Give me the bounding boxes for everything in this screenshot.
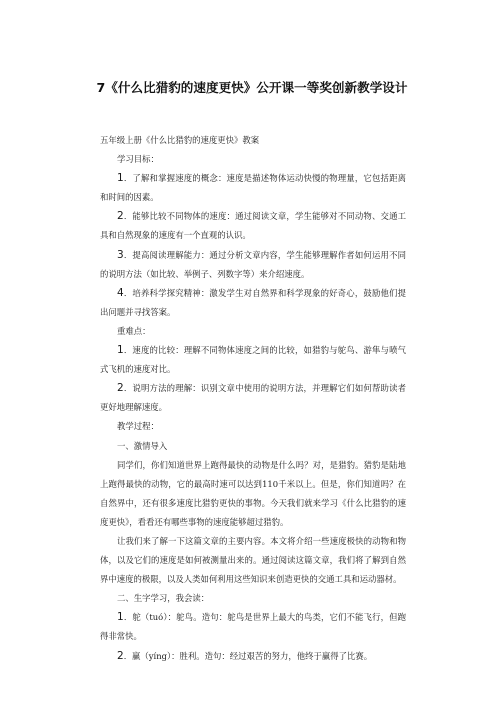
paragraph (100, 322, 406, 341)
document-body (100, 131, 406, 666)
paragraph-text: ．赢（yíng）：胜利。造句：经过艰苦的努力，他终于赢得了比赛。 (123, 650, 373, 661)
paragraph (100, 284, 406, 322)
list-number: 3 (117, 248, 124, 261)
paragraph (100, 589, 406, 608)
list-number: 1 (117, 611, 124, 624)
paragraph-text: ．鸵（tuó）：鸵鸟。造句：鸵鸟是世界上最大的鸟类，它们不能飞行，但跑得非常快。 (100, 612, 406, 642)
list-number: 2 (117, 210, 124, 223)
paragraph-text: 教学过程： (117, 421, 159, 432)
paragraph (100, 379, 406, 417)
paragraph (100, 437, 406, 456)
paragraph-text: ．速度的比较：理解不同物体速度之间的比较，如猎豹与鸵鸟、游隼与喷气式飞机的速度对比。 (100, 345, 406, 375)
paragraph-text: ．提高阅读理解能力：通过分析文章内容，学生能够理解作者如何运用不同的说明方法（如比较、举例子、列数字等）来介绍速度。 (100, 249, 406, 279)
paragraph-text: ．培养科学探究精神：激发学生对自然界和科学现象的好奇心，鼓励他们提出问题并寻找答案。 (100, 287, 406, 317)
paragraph-text: ．能够比较不同物体的速度：通过阅读文章，学生能够对不同动物、交通工具和自然现象的速度有一个直观的认识。 (100, 211, 406, 241)
document-title: 7《什么比猎豹的速度更快》公开课一等奖创新教学设计 (96, 80, 408, 95)
paragraph-text: 二、生字学习，我会读： (117, 593, 210, 604)
paragraph (100, 341, 406, 379)
paragraph (100, 131, 406, 150)
list-number: 1 (117, 172, 124, 185)
list-number: 2 (117, 382, 124, 395)
paragraph-text: 五年级上册《什么比猎豹的速度更快》教案 (100, 135, 260, 145)
paragraph-text: 让我们来了解一下这篇文章的主要内容。本文将介绍一些速度极快的动物和物体，以及它们的速度是如何被测量出来的。通过阅读这篇文章，我们将了解到自然界中速度的极限，以及人类如何利用这些知识来创造更快的交通工具和运动器材。 (100, 535, 406, 585)
list-number: 4 (117, 286, 124, 299)
list-number: 1 (117, 344, 124, 357)
paragraph (100, 456, 406, 532)
paragraph (100, 532, 406, 589)
paragraph (100, 417, 406, 436)
paragraph-text: 同学们，你们知道世界上跑得最快的动物是什么吗？对，是猎豹。猎豹是陆地上跑得最快的动物，它的最高时速可以达到110千米以上。但是，你们知道吗？在自然界中，还有很多速度比猎豹更快的事物。今天我们就来学习《什么比猎豹的速度更快》，看看还有哪些事物的速度能够超过猎豹。 (100, 459, 406, 527)
paragraph (100, 246, 406, 284)
paragraph-text: 学习目标： (117, 154, 159, 165)
paragraph-text: ．说明方法的理解：识别文章中使用的说明方法，并理解它们如何帮助读者更好地理解速度。 (100, 383, 406, 413)
paragraph (100, 647, 406, 666)
paragraph (100, 169, 406, 207)
paragraph (100, 608, 406, 646)
paragraph (100, 150, 406, 169)
list-number: 2 (117, 649, 124, 662)
paragraph (100, 207, 406, 245)
paragraph-text: 一、激情导入 (117, 440, 168, 451)
paragraph-text: ．了解和掌握速度的概念：速度是描述物体运动快慢的物理量，它包括距离和时间的因素。 (100, 173, 406, 203)
paragraph-text: 重难点： (117, 325, 151, 336)
